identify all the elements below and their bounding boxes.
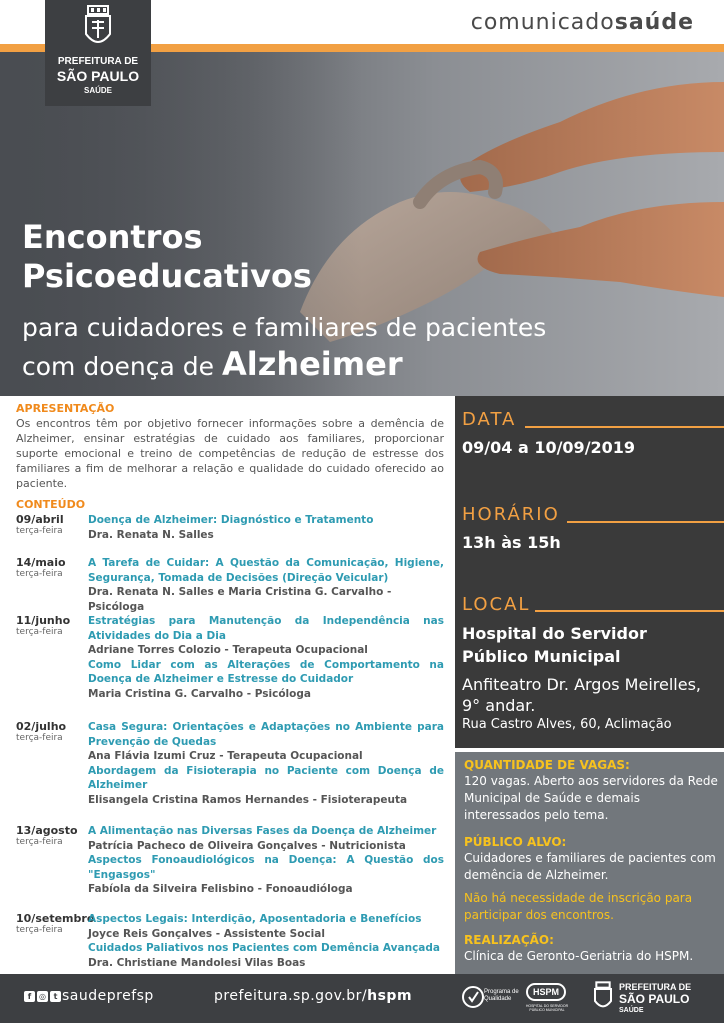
social-handle[interactable]: saudeprefsp xyxy=(62,988,154,1004)
data-rule xyxy=(525,426,724,428)
entry-weekday: terça-feira xyxy=(16,627,63,637)
publico-heading: PÚBLICO ALVO: xyxy=(464,835,567,849)
entry-weekday: terça-feira xyxy=(16,733,63,743)
session-title: Cuidados Paliativos nos Pacientes com Demência Avançada xyxy=(88,942,440,954)
hero-subtitle-bold: Alzheimer xyxy=(221,345,403,383)
local-name-line2: Público Municipal xyxy=(462,647,621,666)
hero-title xyxy=(22,218,312,296)
data-label: DATA xyxy=(462,409,517,430)
session-speaker: Dra. Renata N. Salles xyxy=(88,528,214,541)
session-speaker: Joyce Reis Gonçalves - Assistente Social xyxy=(88,927,325,940)
session-speaker: Fabíola da Silveira Felisbino - Fonoaudióloga xyxy=(88,883,353,895)
local-address: Rua Castro Alves, 60, Aclimação xyxy=(462,717,672,732)
horario-rule xyxy=(567,521,724,523)
hero-subtitle-line2: com doença de xyxy=(22,352,214,381)
session-title: Abordagem da Fisioterapia no Paciente com Doença de Alzheimer xyxy=(88,764,444,791)
session-title: A Tarefa de Cuidar: A Questão da Comunicação, Higiene, Segurança, Tomada de Decisões (Direção Veicular) xyxy=(88,557,444,584)
footer-pref-line3: SAÚDE xyxy=(619,1007,644,1014)
session-title: Doença de Alzheimer: Diagnóstico e Tratamento xyxy=(88,514,374,526)
entry-body xyxy=(88,824,444,897)
publico-text: Cuidadores e familiares de pacientes com demência de Alzheimer. xyxy=(464,851,716,882)
realizacao-heading: REALIZAÇÃO: xyxy=(464,933,554,947)
vagas-text: 120 vagas. Aberto aos servidores da Rede Municipal de Saúde e demais interessados pelo tema. xyxy=(464,774,718,822)
session-speaker: Maria Cristina G. Carvalho - Psicóloga xyxy=(88,687,311,700)
website-prefix: prefeitura.sp.gov.br/ xyxy=(214,988,368,1004)
local-rule xyxy=(535,610,724,612)
entry-date: 11/junho xyxy=(16,614,71,627)
session-title: Casa Segura: Orientações e Adaptações no Ambiente para Prevenção de Quedas xyxy=(88,721,444,748)
data-value: 09/04 a 10/09/2019 xyxy=(462,438,636,457)
entry-date: 14/maio xyxy=(16,556,66,569)
instagram-icon[interactable]: ◎ xyxy=(37,991,48,1002)
city-crest-icon xyxy=(82,4,114,52)
horario-value: 13h às 15h xyxy=(462,533,561,552)
entry-body xyxy=(88,912,444,970)
session-speaker: Patrícia Pacheco de Oliveira Gonçalves - Nutricionista xyxy=(88,839,406,852)
footer-pref-line1: PREFEITURA DE xyxy=(619,982,692,992)
session-speaker: Ana Flávia Izumi Cruz - Terapeuta Ocupacional xyxy=(88,750,363,762)
prefeitura-logo xyxy=(45,0,151,106)
footer-crest-icon xyxy=(592,981,614,1013)
hero-title-line1: Encontros xyxy=(22,218,203,256)
entry-body xyxy=(88,720,444,807)
local-room: Anfiteatro Dr. Argos Meirelles, 9° andar. xyxy=(462,675,701,715)
twitter-icon[interactable]: t xyxy=(50,991,61,1002)
realizacao-text: Clínica de Geronto-Geriatria do HSPM. xyxy=(464,949,694,963)
conteudo-heading: CONTEÚDO xyxy=(16,498,86,511)
footer-pref-line2: SÃO PAULO xyxy=(619,992,690,1006)
inscricao-notice: Não há necessidade de inscrição para participar dos encontros. xyxy=(464,891,693,922)
hero-subtitle-line1: para cuidadores e familiares de pacientes xyxy=(22,313,547,342)
hspm-subtext: HOSPITAL DO SERVIDOR PÚBLICO MUNICIPAL xyxy=(525,1004,569,1012)
header-tagline xyxy=(471,10,694,35)
hspm-mark: HSPM xyxy=(526,983,566,1001)
entry-weekday: terça-feira xyxy=(16,526,63,536)
logo-line2: SÃO PAULO xyxy=(56,68,140,84)
registration-info-panel xyxy=(455,752,724,974)
session-speaker: Adriane Torres Colozio - Terapeuta Ocupacional xyxy=(88,644,368,656)
event-details-panel xyxy=(455,396,724,748)
horario-label: HORÁRIO xyxy=(462,504,560,525)
qualidade-icon xyxy=(462,984,484,1010)
session-title: Estratégias para Manutenção da Independência nas Atividades do Dia a Dia xyxy=(88,615,444,642)
footer xyxy=(0,974,724,1023)
entry-body xyxy=(88,513,444,542)
entry-date: 10/setembro xyxy=(16,912,95,925)
entry-body xyxy=(88,556,444,614)
session-title: A Alimentação nas Diversas Fases da Doença de Alzheimer xyxy=(88,825,437,837)
local-name-line1: Hospital do Servidor xyxy=(462,624,647,643)
session-title: Aspectos Legais: Interdição, Aposentadoria e Benefícios xyxy=(88,913,422,925)
entry-weekday: terça-feira xyxy=(16,837,63,847)
local-name xyxy=(462,622,647,668)
tagline-bold: saúde xyxy=(614,10,694,35)
qualidade-text: Programa de Qualidade xyxy=(484,989,519,1002)
hero-subtitle-line2-wrap xyxy=(22,346,546,385)
vagas-heading: QUANTIDADE DE VAGAS: xyxy=(464,758,630,772)
entry-body xyxy=(88,614,444,701)
logo-line3: SAÚDE xyxy=(83,86,112,95)
tagline-light: comunicado xyxy=(470,10,615,35)
entry-date: 02/julho xyxy=(16,720,67,733)
social-icons xyxy=(24,991,61,1002)
logo-line1: PREFEITURA DE xyxy=(57,56,139,67)
apresentacao-heading: APRESENTAÇÃO xyxy=(16,402,115,415)
session-speaker: Dra. Renata N. Salles e Maria Cristina G. Carvalho - Psicóloga xyxy=(88,586,392,613)
session-title: Aspectos Fonoaudiológicos na Doença: A Questão dos "Engasgos" xyxy=(88,854,444,881)
local-label: LOCAL xyxy=(462,594,531,615)
entry-weekday: terça-feira xyxy=(16,569,63,579)
entry-date: 09/abril xyxy=(16,513,64,526)
entry-date: 13/agosto xyxy=(16,824,78,837)
apresentacao-text: Os encontros têm por objetivo fornecer informações sobre a demência de Alzheimer, ensinar estratégias de cuidado aos familiares, proporcionar suporte emocional e treino de competências de redução de estresse dos familiares a fim de melhorar a relação e qualidade do cuidado oferecido ao paciente. xyxy=(16,417,444,490)
website-bold: hspm xyxy=(367,988,413,1004)
entry-weekday: terça-feira xyxy=(16,925,63,935)
session-title: Como Lidar com as Alterações de Comportamento na Doença de Alzheimer e Estresse do Cuidador xyxy=(88,658,444,685)
session-speaker: Elisangela Cristina Ramos Hernandes - Fisioterapeuta xyxy=(88,793,408,806)
website-link[interactable] xyxy=(214,988,412,1004)
facebook-icon[interactable]: f xyxy=(24,991,35,1002)
session-speaker: Dra. Christiane Mandolesi Vilas Boas xyxy=(88,956,306,969)
hero-subtitle xyxy=(22,310,546,385)
hero-title-line2: Psicoeducativos xyxy=(22,257,312,295)
program-column xyxy=(0,396,455,974)
